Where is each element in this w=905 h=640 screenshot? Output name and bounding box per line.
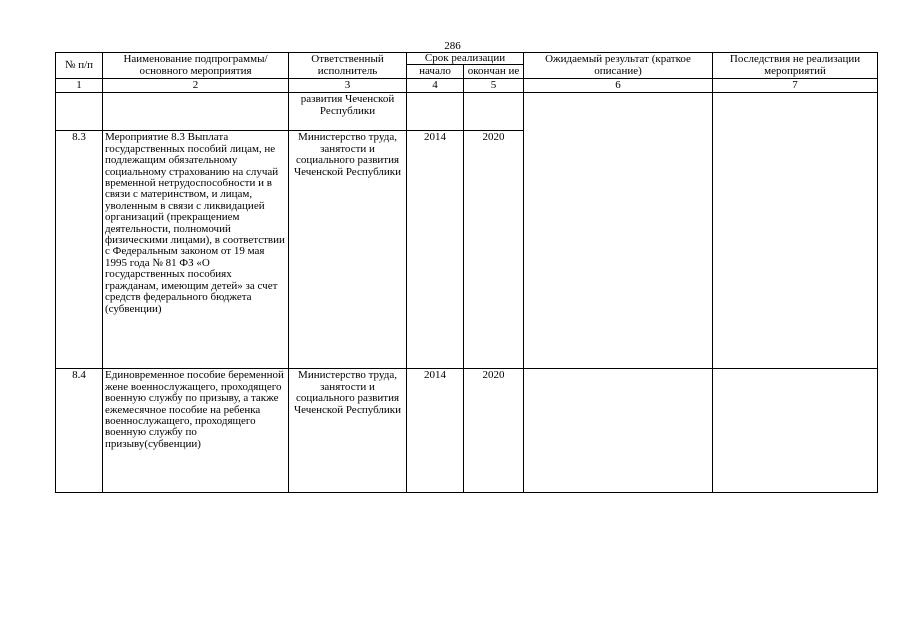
column-number: 2 (103, 79, 289, 93)
column-number: 3 (289, 79, 407, 93)
column-number: 4 (407, 79, 464, 93)
row-expected (524, 93, 713, 369)
table-row (56, 369, 878, 493)
header-num: № п/п (56, 53, 103, 79)
column-number: 1 (56, 79, 103, 93)
table-row (56, 93, 878, 131)
header-responsible: Ответственный исполнитель (289, 53, 407, 79)
row-responsible: Министерство труда, занятости и социального развития Чеченской Республики (289, 131, 407, 369)
row-end (464, 93, 524, 131)
row-name: Единовременное пособие беременной жене военнослужащего, проходящего военную службу по призыву, а также ежемесячное пособие на ребенка военнослужащего, проходящего военную службу по призыву(субвенции) (103, 369, 289, 493)
page-number: 286 (444, 40, 461, 52)
row-end: 2020 (464, 369, 524, 493)
row-num (56, 93, 103, 131)
column-number: 7 (713, 79, 878, 93)
header-row (56, 53, 878, 65)
row-name: Мероприятие 8.3 Выплата государственных пособий лицам, не подлежащим обязательному социальному страхованию на случай временной нетрудоспособности и в связи с материнством, и лицам, уволенным в связи с ликвидацией организаций (прекращением деятельности, полномочий физическими лицами), в соответствии с Федеральным законом от 19 мая 1995 года № 81 ФЗ «О государственных пособиях гражданам, имеющим детей» за счет средств федерального бюджета (субвенции) (103, 131, 289, 369)
header-term: Срок реализации (407, 53, 524, 65)
row-start: 2014 (407, 369, 464, 493)
row-consequences (713, 93, 878, 369)
row-num: 8.3 (56, 131, 103, 369)
header-consequences: Последствия не реализации мероприятий (713, 53, 878, 79)
column-number: 5 (464, 79, 524, 93)
row-num: 8.4 (56, 369, 103, 493)
row-consequences (713, 369, 878, 493)
header-start: начало (407, 65, 464, 79)
header-end: окончан ие (464, 65, 524, 79)
row-name (103, 93, 289, 131)
row-end: 2020 (464, 131, 524, 369)
row-responsible: Министерство труда, занятости и социального развития Чеченской Республики (289, 369, 407, 493)
header-name: Наименование подпрограммы/ основного мероприятия (103, 53, 289, 79)
activities-table (55, 52, 878, 493)
row-expected (524, 369, 713, 493)
row-start: 2014 (407, 131, 464, 369)
column-numbers-row (56, 79, 878, 93)
row-responsible: развития Чеченской Республики (289, 93, 407, 131)
header-expected: Ожидаемый результат (краткое описание) (524, 53, 713, 79)
row-start (407, 93, 464, 131)
column-number: 6 (524, 79, 713, 93)
